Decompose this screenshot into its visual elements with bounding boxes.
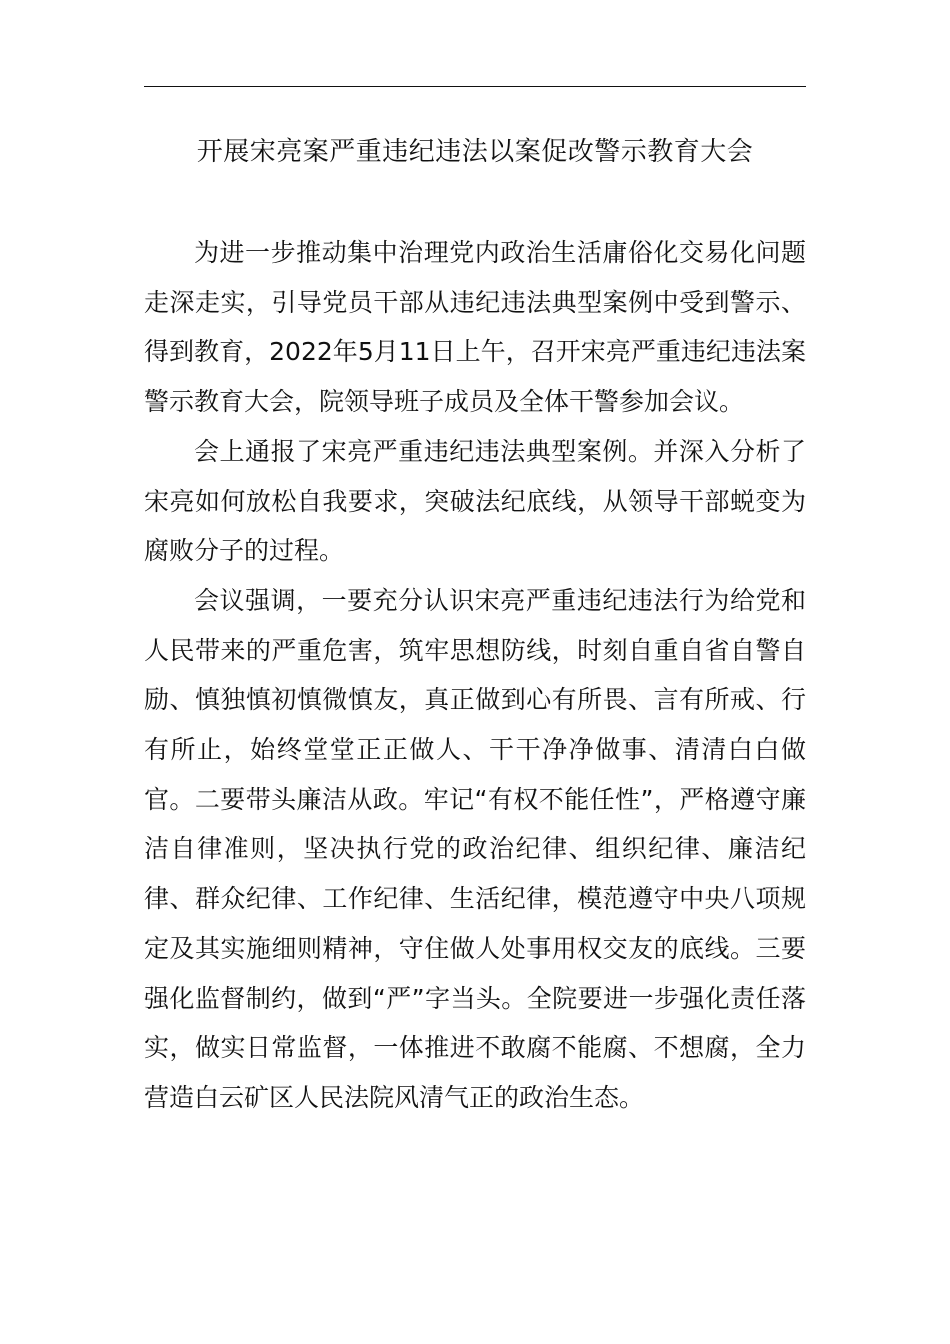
document-body xyxy=(144,228,806,1123)
paragraph-intro: 为进一步推动集中治理党内政治生活庸俗化交易化问题走深走实，引导党员干部从违纪违法典型案例中受到警示、得到教育，2022年5月11日上午，召开宋亮严重违纪违法案警示教育大会，院领导班子成员及全体干警参加会议。 xyxy=(144,238,806,417)
document-title: 开展宋亮案严重违纪违法以案促改警示教育大会 xyxy=(196,137,754,167)
paragraph-meeting-emphasis: 会议强调，一要充分认识宋亮严重违纪违法行为给党和人民带来的严重危害，筑牢思想防线，时刻自重自省自警自励、慎独慎初慎微慎友，真正做到心有所畏、言有所戒、行有所止，始终堂堂正正做人、干干净净做事、清清白白做官。二要带头廉洁从政。牢记“有权不能任性”，严格遵守廉洁自律准则，坚决执行党的政治纪律、组织纪律、廉洁纪律、群众纪律、工作纪律、生活纪律，模范遵守中央八项规定及其实施细则精神，守住做人处事用权交友的底线。三要强化监督制约，做到“严”字当头。全院要进一步强化责任落实，做实日常监督，一体推进不敢腐不能腐、不想腐，全力营造白云矿区人民法院风清气正的政治生态。 xyxy=(144,585,806,1112)
header-rule xyxy=(144,86,806,87)
paragraph-case-report: 会上通报了宋亮严重违纪违法典型案例。并深入分析了宋亮如何放松自我要求，突破法纪底线，从领导干部蜕变为腐败分子的过程。 xyxy=(144,436,806,566)
